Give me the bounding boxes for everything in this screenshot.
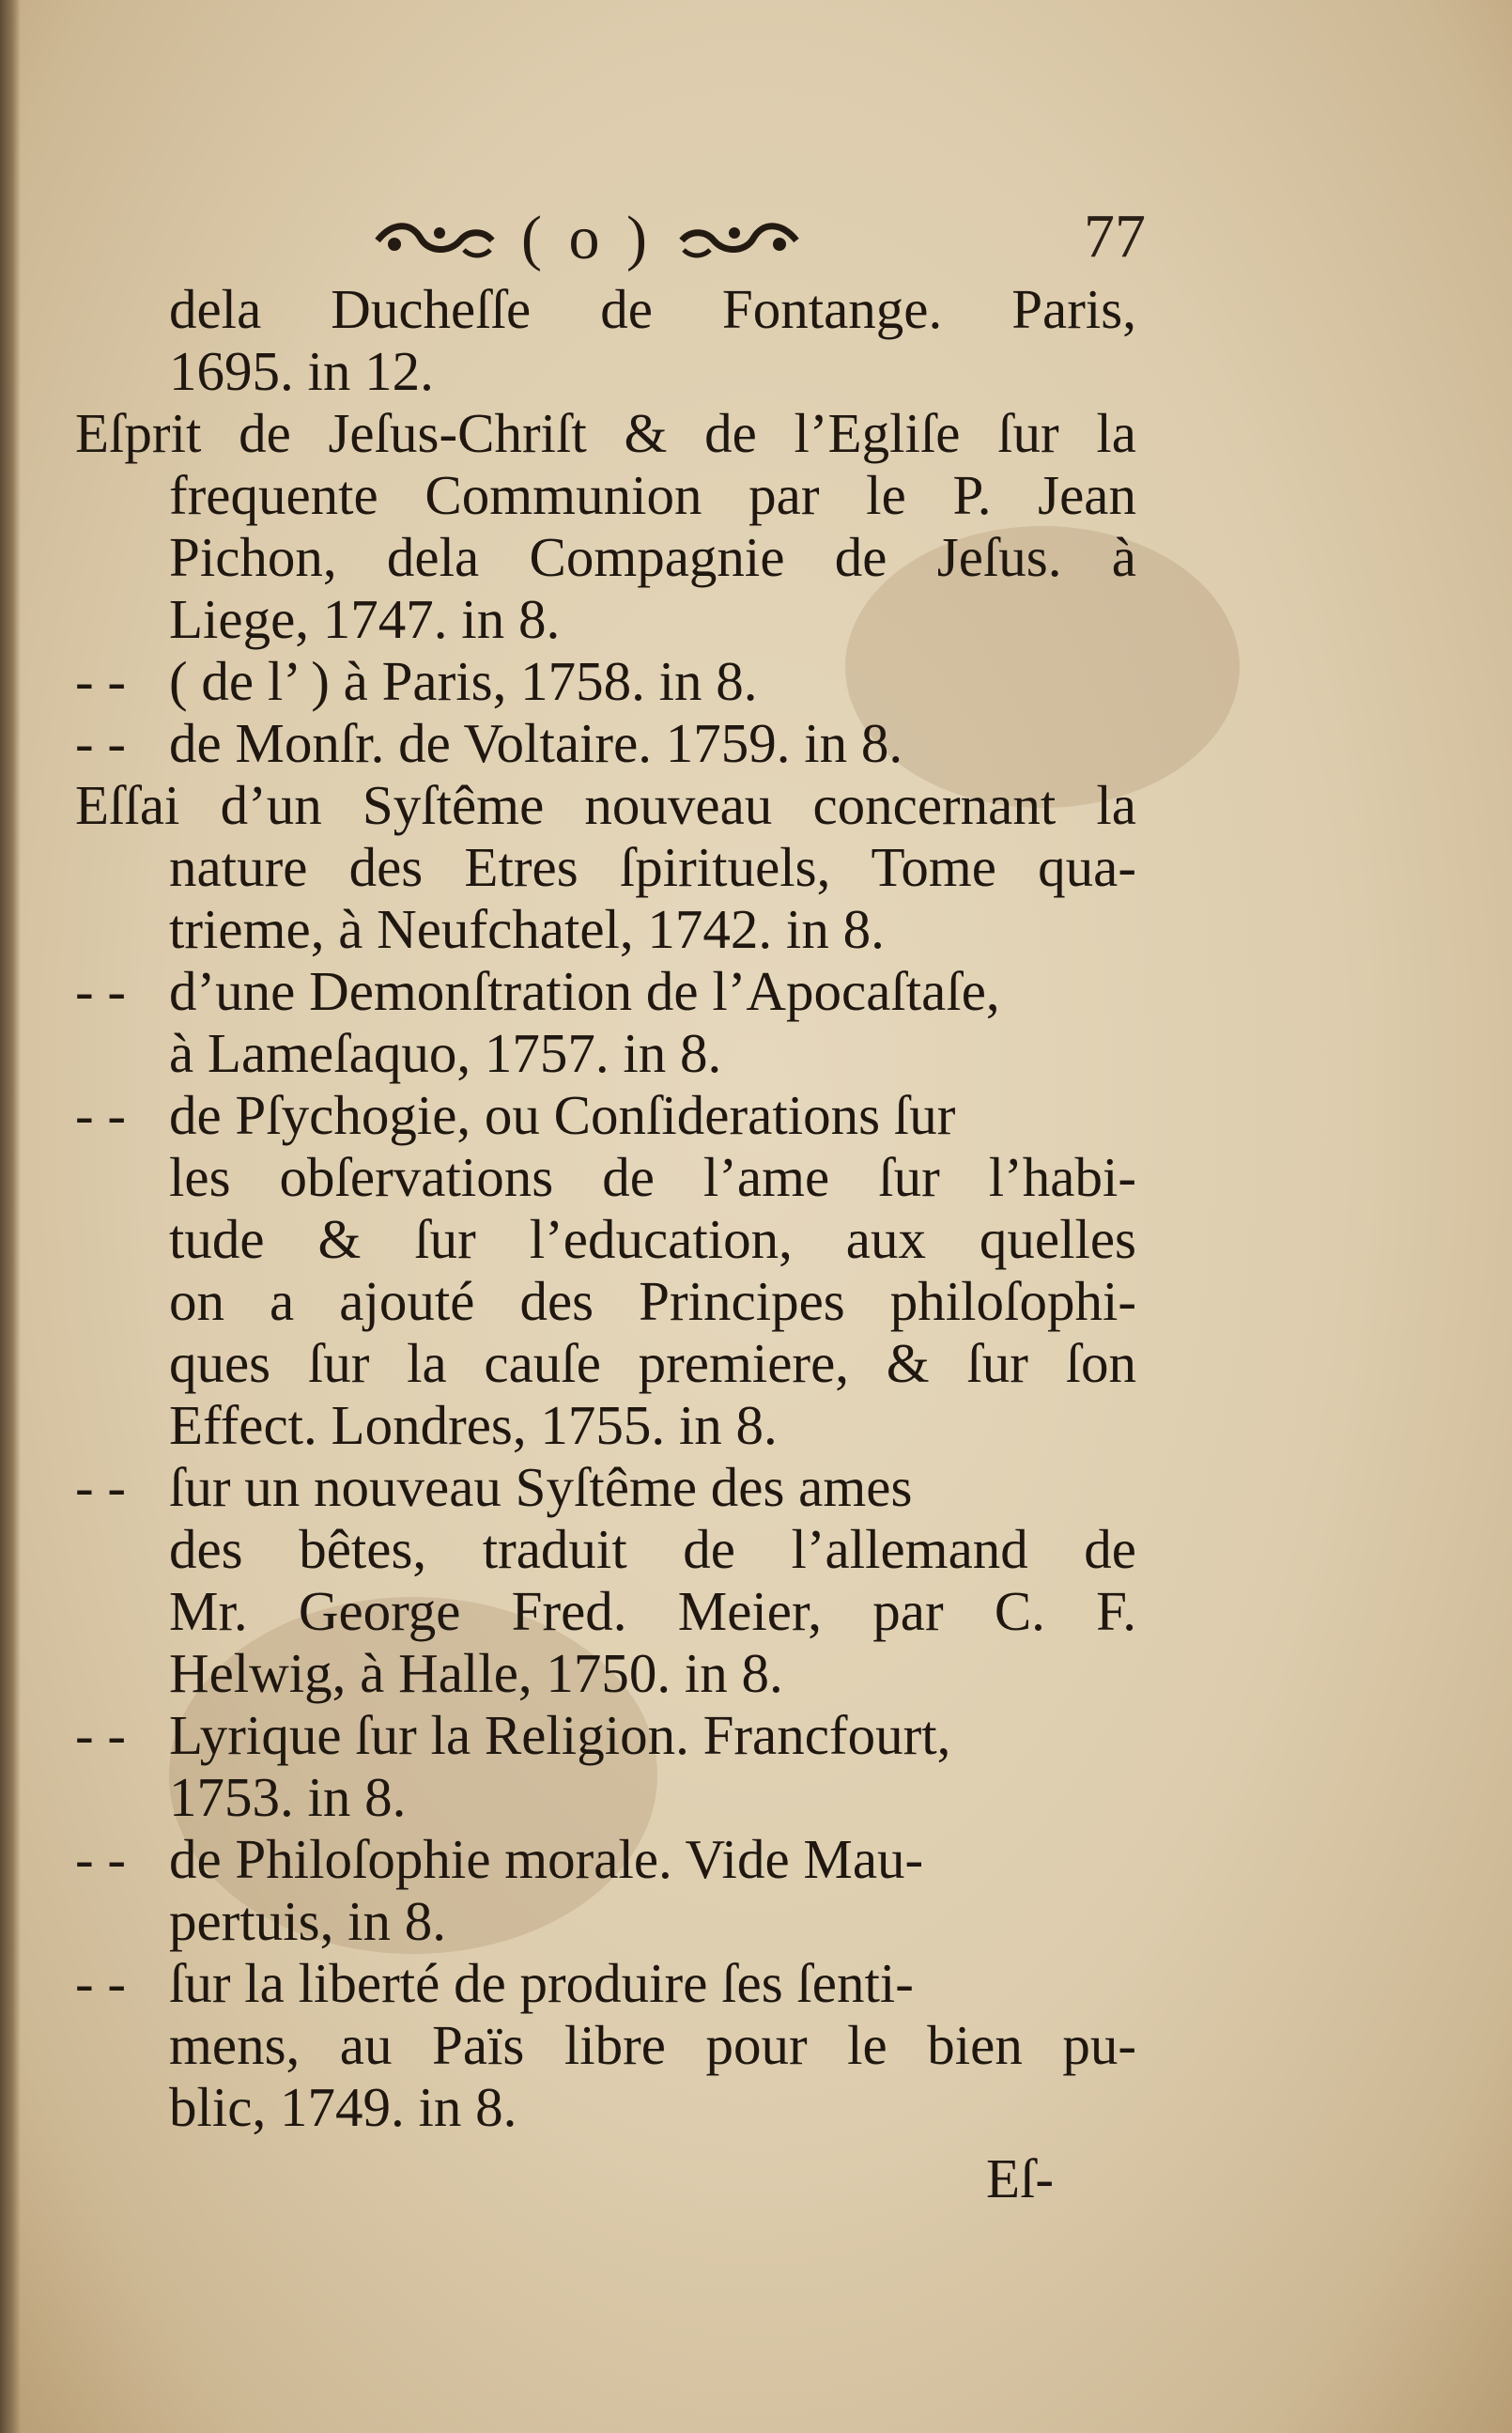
text-line: pertuis, in 8.: [169, 1890, 446, 1952]
ditto-dash: - -: [75, 960, 127, 1022]
ditto-dash: - -: [75, 1456, 127, 1518]
text-line: 1753. in 8.: [169, 1766, 407, 1828]
text-line: ſur la liberté de produire ſes ſenti-: [169, 1952, 914, 2014]
dash-entry-line: [75, 960, 1136, 1022]
ditto-dash: - -: [75, 1828, 127, 1890]
catchword: Eſ-: [986, 2147, 1055, 2209]
dash-entry-line: [75, 1084, 1136, 1146]
ditto-dash: - -: [75, 650, 127, 712]
text-line: de Philoſophie morale. Vide Mau-: [169, 1828, 924, 1890]
text-line: les obſervations de l’ame ſur l’habi-: [169, 1146, 1136, 1208]
text-line: à Lameſaquo, 1757. in 8.: [169, 1022, 722, 1084]
text-line: 1695. in 12.: [169, 340, 434, 402]
text-line: on a ajouté des Principes philoſophi-: [169, 1270, 1136, 1332]
text-line: d’une Demonſtration de l’Apocaſtaſe,: [169, 960, 1000, 1022]
ditto-dash: - -: [75, 1952, 127, 2014]
text-line: frequente Communion par le P. Jean: [169, 464, 1136, 526]
ditto-dash: - -: [75, 1704, 127, 1766]
text-line: de Pſychogie, ou Conſiderations ſur: [169, 1084, 956, 1146]
text-line: des bêtes, traduit de l’allemand de: [169, 1518, 1136, 1580]
dash-entry-line: [75, 1828, 1136, 1890]
text-line: ſur un nouveau Syſtême des ames: [169, 1456, 913, 1518]
dash-entry-line: [75, 1704, 1136, 1766]
text-line: Mr. George Fred. Meier, par C. F.: [169, 1580, 1136, 1642]
text-line: Helwig, à Halle, 1750. in 8.: [169, 1642, 783, 1704]
entry-heading-line: Eſprit de Jeſus-Chriſt & de l’Egliſe ſur la: [75, 402, 1136, 464]
text-line: Lyrique ſur la Religion. Francfourt,: [169, 1704, 951, 1766]
dash-entry-line: [75, 1456, 1136, 1518]
text-line: Liege, 1747. in 8.: [169, 588, 561, 650]
text-line: tude & ſur l’education, aux quelles: [169, 1208, 1136, 1270]
entry-heading-line: Eſſai d’un Syſtême nouveau concernant la: [75, 774, 1136, 836]
floral-ornament-icon: [678, 212, 800, 263]
page-number: 77: [1084, 202, 1146, 271]
text-line: mens, au Païs libre pour le bien pu-: [169, 2014, 1136, 2076]
text-line: ques ſur la cauſe premiere, & ſur ſon: [169, 1332, 1136, 1394]
text-line: nature des Etres ſpirituels, Tome qua-: [169, 836, 1136, 898]
dash-entry-line: [75, 1952, 1136, 2014]
dash-entry-line: [75, 650, 1136, 712]
signature-marker: ( o ): [521, 204, 653, 272]
text-line: trieme, à Neufchatel, 1742. in 8.: [169, 898, 885, 960]
text-line: Pichon, dela Compagnie de Jeſus. à: [169, 526, 1136, 588]
ditto-dash: - -: [75, 712, 127, 774]
text-line: de Monſr. de Voltaire. 1759. in 8.: [169, 712, 903, 774]
ditto-dash: - -: [75, 1084, 127, 1146]
dash-entry-line: [75, 712, 1136, 774]
text-line: dela Ducheſſe de Fontange. Paris,: [169, 278, 1136, 340]
floral-ornament-icon: [374, 212, 496, 263]
catalogue-text: [75, 278, 1136, 2138]
text-line: Effect. Londres, 1755. in 8.: [169, 1394, 778, 1456]
text-line: blic, 1749. in 8.: [169, 2076, 517, 2138]
page-spine-edge: [0, 0, 21, 2433]
text-line: ( de l’ ) à Paris, 1758. in 8.: [169, 650, 758, 712]
running-header: [0, 195, 1512, 280]
